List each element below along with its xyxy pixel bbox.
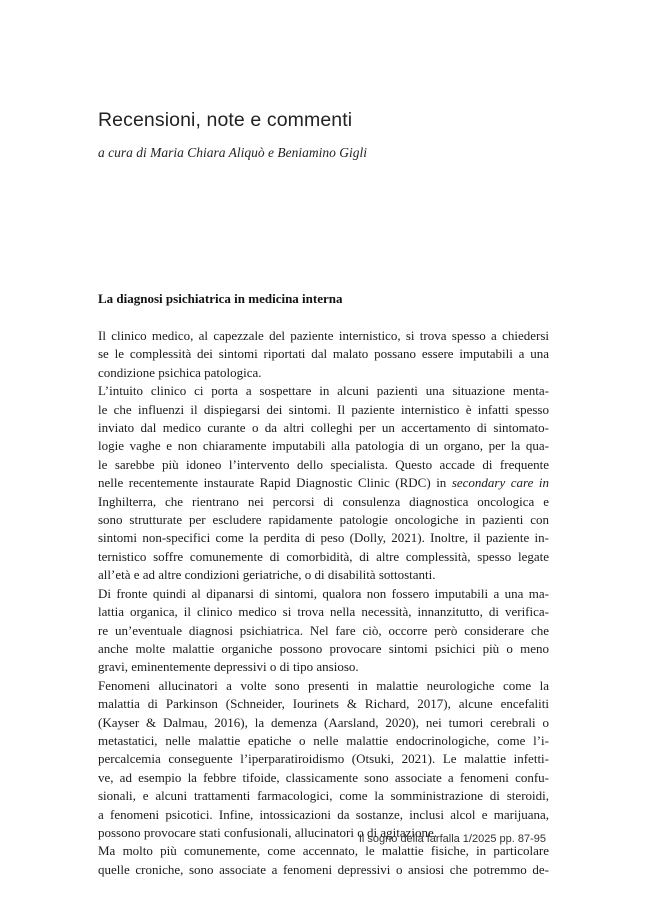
text-line	[98, 474, 549, 492]
paragraph	[98, 677, 549, 843]
text-line: condizione psichica patologica.	[98, 364, 262, 380]
section-editors: a cura di Maria Chiara Aliquò e Beniamino Gigli	[98, 145, 367, 160]
text-line: quelle croniche, sono associate a fenomeni depressivi o ansiosi che potremmo de-	[98, 861, 549, 877]
text-line: Di fronte quindi al dipanarsi di sintomi, qualora non fossero imputabili a una ma-	[98, 585, 549, 601]
running-footer: Il sogno della farfalla 1/2025 pp. 87-95	[358, 833, 546, 845]
text-line: le che influenzi il dispiegarsi dei sintomi. Il paziente internistico è infatti spesso	[98, 401, 549, 417]
text-line: L’intuito clinico ci porta a sospettare in alcuni pazienti una situazione menta-	[98, 383, 549, 399]
text-line: Ma molto più comunemente, come accennato, le malattie fisiche, in particolare	[98, 843, 549, 859]
text-line: sono strutturate per escludere rapidamente patologie oncologiche in pazienti con	[98, 512, 549, 528]
text-line: all’età e ad altre condizioni geriatriche, o di disabilità sottostanti.	[98, 567, 436, 583]
text-line: sionali, e alcuni trattamenti farmacologici, come la somministrazione di steroidi,	[98, 788, 549, 804]
text-line: malattia di Parkinson (Schneider, Iourinets & Richard, 2017), alcune encefaliti	[98, 696, 549, 712]
paragraph	[98, 585, 549, 677]
text-line: anche molte malattie organiche possono provocare sintomi psichici più o meno	[98, 640, 549, 656]
paragraph	[98, 327, 549, 382]
article-body	[98, 327, 549, 879]
text-line: le sarebbe più idoneo l’intervento dello specialista. Questo accade di frequente	[98, 456, 549, 472]
text-line: ve, ad esempio la febbre tifoide, classicamente sono associate a fenomeni confu-	[98, 769, 549, 785]
text-line: gravi, eminentemente depressivi o di tipo ansioso.	[98, 659, 359, 675]
italic-phrase: secondary care in	[451, 475, 549, 491]
text-line: lattia organica, il clinico medico si trova nella necessità, innanzitutto, di verifica-	[98, 604, 549, 620]
text-line: percalcemia conseguente l’iperparatiroidismo (Otsuki, 2021). Le malattie infetti-	[98, 751, 549, 767]
article-title: La diagnosi psichiatrica in medicina interna	[98, 291, 343, 306]
paragraph	[98, 842, 549, 879]
text-line: metastatici, nelle malattie epatiche o nelle malattie endocrinologiche, come l’i-	[98, 732, 549, 748]
text-line: possono provocare stati confusionali, allucinatori o di agitazione.	[98, 824, 437, 840]
text-line: re un’eventuale diagnosi psichiatrica. Nel fare ciò, occorre però considerare che	[98, 622, 549, 638]
text-line: Il clinico medico, al capezzale del paziente internistico, si trova spesso a chiedersi	[98, 328, 549, 343]
text-line: a fenomeni psicotici. Infine, intossicazioni da sostanze, inclusi alcol e marijuana,	[98, 806, 549, 822]
text-line: Fenomeni allucinatori a volte sono presenti in malattie neurologiche come la	[98, 677, 549, 693]
text-segment: nelle recentemente instaurate Rapid Diagnostic Clinic (RDC) in	[98, 475, 452, 491]
text-line: inviato dal medico curante o da altri colleghi per un accertamento di sintomato-	[98, 420, 549, 436]
text-line: (Kayser & Dalmau, 2016), la demenza (Aarsland, 2020), nei tumori cerebrali o	[98, 714, 549, 730]
section-title: Recensioni, note e commenti	[98, 109, 353, 131]
paragraph	[98, 382, 549, 584]
text-line: se le complessità dei sintomi riportati dal malato possano essere imputabili a una	[98, 346, 549, 362]
text-line: sintomi non-specifici come la perdita di peso (Dolly, 2021). Inoltre, il paziente in-	[98, 530, 549, 546]
text-line: logie vaghe e non chiaramente imputabili alla patologia di un organo, per la qua-	[98, 438, 549, 454]
text-line: ternistico soffre comunemente di comorbidità, di altre complessità, spesso legate	[98, 548, 549, 564]
text-line: Inghilterra, che rientrano nei percorsi di consulenza diagnostica oncologica e	[98, 493, 549, 509]
